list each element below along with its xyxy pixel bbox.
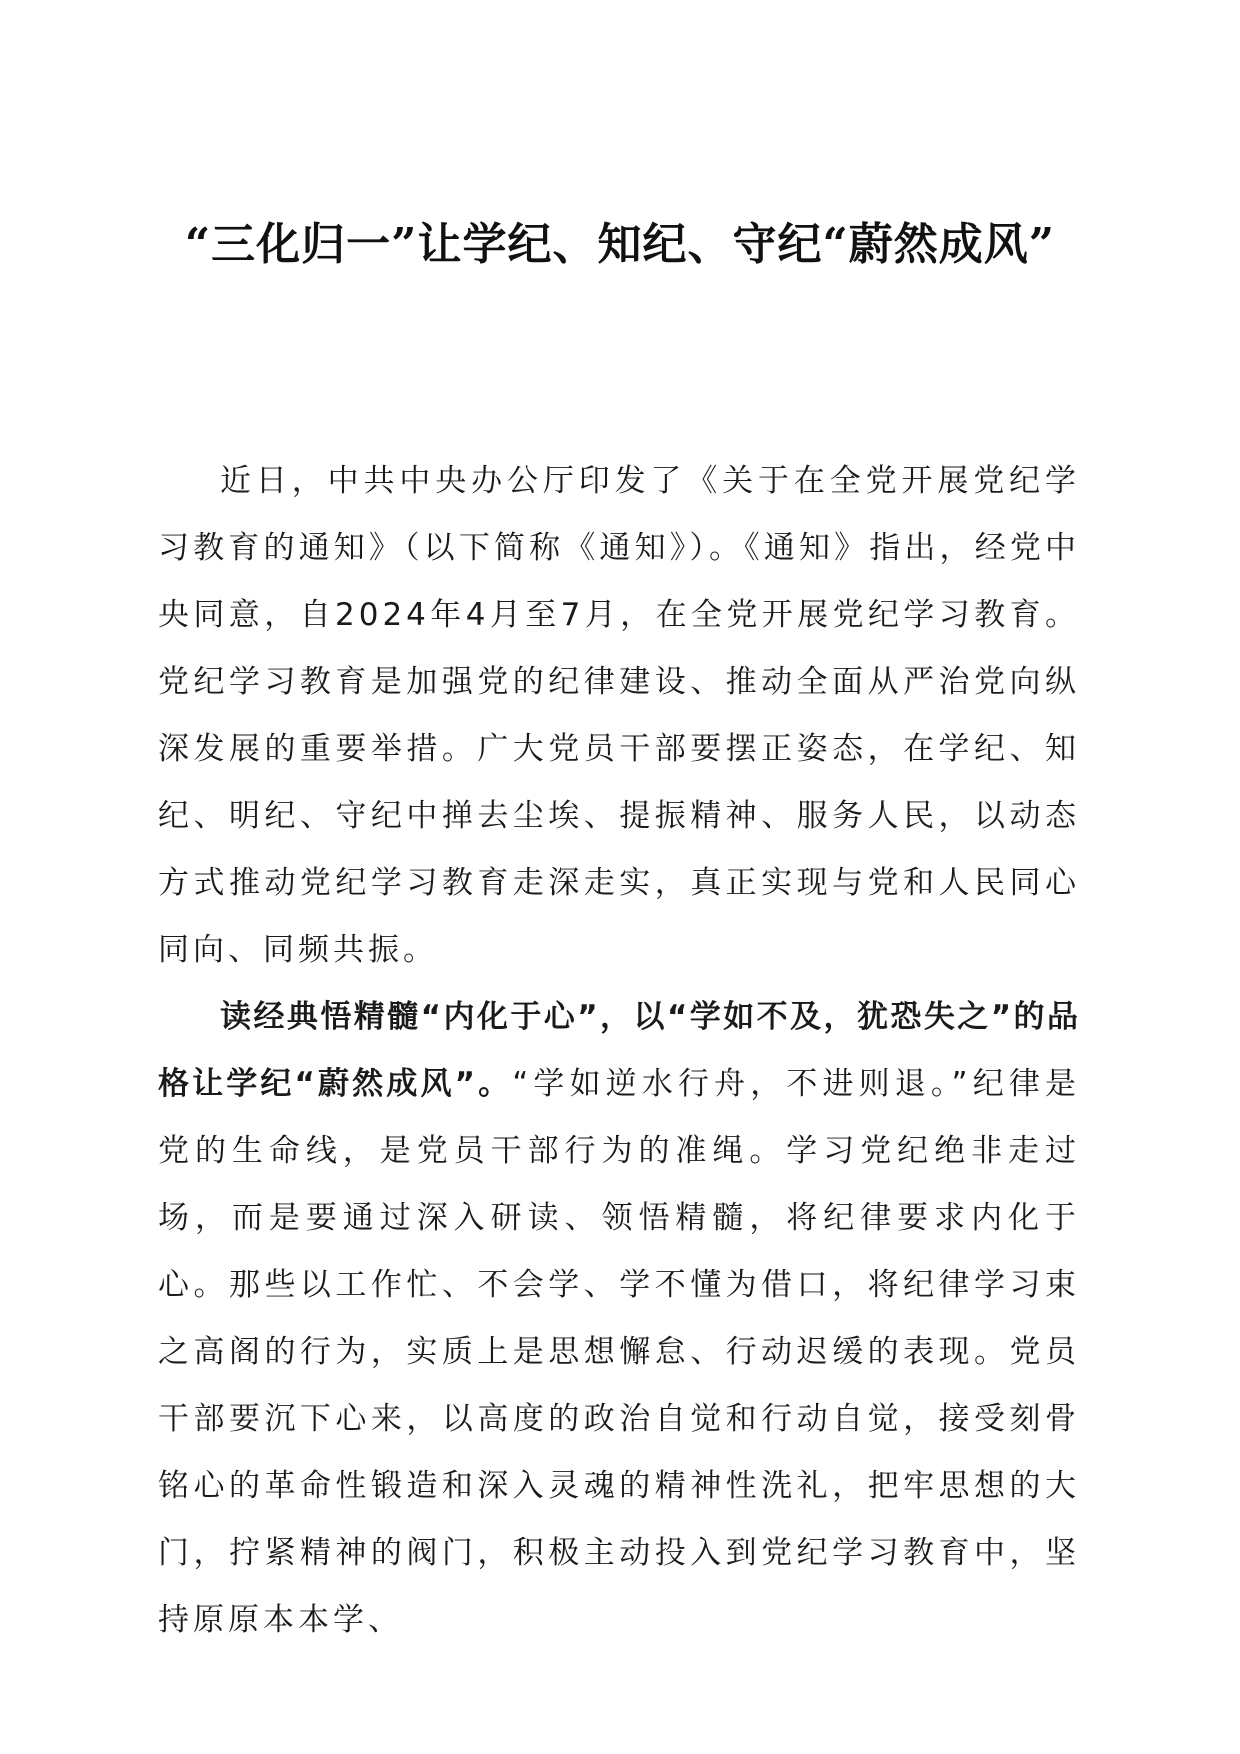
document-body [158,448,1080,1654]
paragraph-text: 近日，中共中央办公厅印发了《关于在全党开展党纪学习教育的通知》（以下简称《通知》）。《通知》指出，经党中央同意，自2024年4月至7月，在全党开展党纪学习教育。党纪学习教育是加强党的纪律建设、推动全面从严治党向纵深发展的重要举措。广大党员干部要摆正姿态，在学纪、知纪、明纪、守纪中掸去尘埃、提振精神、服务人民，以动态方式推动党纪学习教育走深走实，真正实现与党和人民同心同向、同频共振。 [158,463,1080,968]
paragraph-text: “学如逆水行舟，不进则退。”纪律是党的生命线，是党员干部行为的准绳。学习党纪绝非走过场，而是要通过深入研读、领悟精髓，将纪律要求内化于心。那些以工作忙、不会学、学不懂为借口，将纪律学习束之高阁的行为，实质上是思想懈怠、行动迟缓的表现。党员干部要沉下心来，以高度的政治自觉和行动自觉，接受刻骨铭心的革命性锻造和深入灵魂的精神性洗礼，把牢思想的大门，拧紧精神的阀门，积极主动投入到党纪学习教育中，坚持原原本本学、 [158,1066,1081,1638]
paragraph-section-1 [158,984,1080,1654]
document-title: “三化归一”让学纪、知纪、守纪“蔚然成风” [184,219,1056,270]
paragraph-intro [158,448,1080,984]
paragraph-lead-heading: 读经典悟精髓“内化于心”，以“学如不及，犹恐失之”的品格让学纪“蔚然成风”。 [158,999,1080,1102]
